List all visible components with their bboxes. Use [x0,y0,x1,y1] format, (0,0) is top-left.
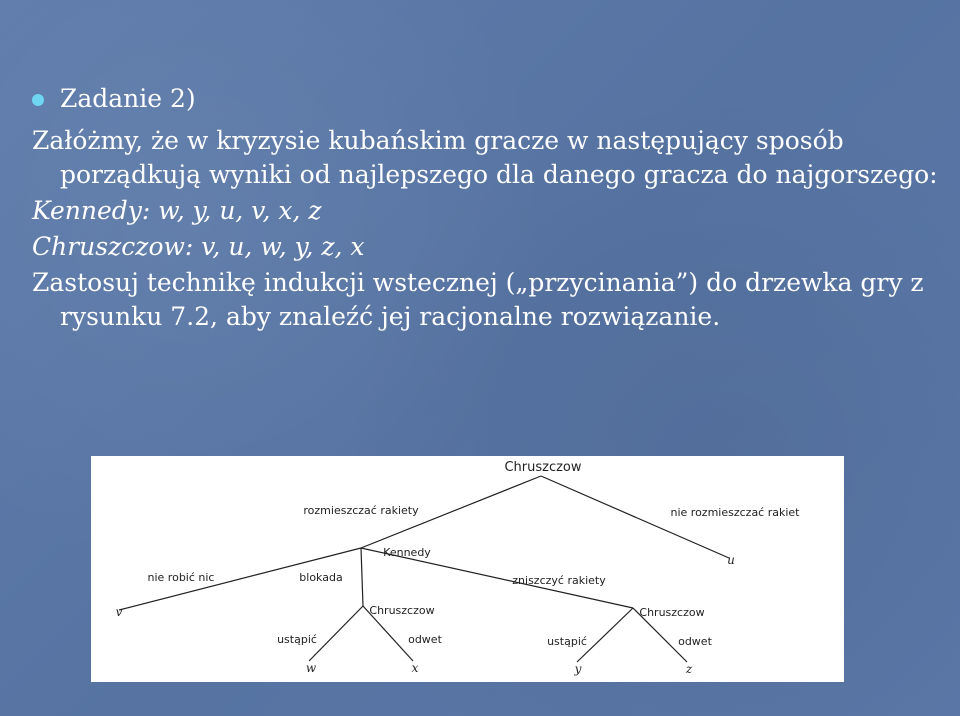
game-tree-diagram [91,456,844,682]
leaf-v: v [115,605,123,619]
heading-line [32,82,942,116]
slide-text [32,82,942,334]
chruszczow-node-2-label: Chruszczow [639,606,705,619]
kennedy-option-destroy: zniszczyć rakiety [512,574,606,587]
edge-k-mid [361,548,363,606]
leaf-x: x [411,661,419,675]
right-branch-label: nie rozmieszczać rakiet [670,506,800,519]
c2-option-retaliate: odwet [678,635,712,648]
c1-option-yield: ustąpić [277,633,317,646]
root-node-label: Chruszczow [504,460,582,475]
slide-heading: Zadanie 2) [60,84,196,113]
edge-c1-left [309,606,363,661]
left-branch-label: rozmieszczać rakiety [303,504,419,517]
c1-option-retaliate: odwet [408,633,442,646]
kennedy-option-nothing: nie robić nic [147,571,215,584]
c2-option-yield: ustąpić [547,635,587,648]
leaf-z: z [685,662,693,676]
kennedy-option-blockade: blokada [299,571,343,584]
bullet-icon [32,94,44,106]
game-tree-figure [91,456,844,682]
leaf-u: u [727,553,735,567]
kennedy-node-label: Kennedy [383,546,431,559]
task-instruction: Zastosuj technikę indukcji wstecznej („przycinania”) do drzewka gry z rysunku 7.2, aby znaleźć jej racjonalne rozwiązanie. [32,268,924,331]
leaf-y: y [574,662,582,676]
kennedy-preferences: Kennedy: w, y, u, v, x, z [32,196,322,225]
chruszczow-node-1-label: Chruszczow [369,604,435,617]
chruszczow-preferences: Chruszczow: v, u, w, y, z, x [32,232,365,261]
leaf-w: w [305,661,317,675]
problem-intro: Załóżmy, że w kryzysie kubańskim gracze w następujący sposób porządkują wyniki od najlepszego dla danego gracza do najgorszego: [32,126,938,189]
